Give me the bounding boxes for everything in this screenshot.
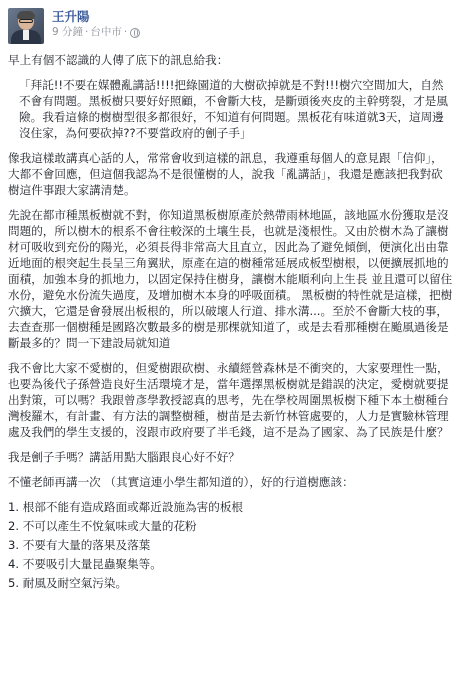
post-paragraph-3: 我不會比大家不愛樹的，但愛樹跟砍樹、永續經營森林是不衝突的，大家要理性一點，也要為後代子孫營造良好生活環境才是，當年選擇黑板樹就是錯誤的決定，愛樹就要提出對策，可以嗎？我跟曾彥學教授認真的思考，先在學校周圍黑板樹下種下本土樹種台灣梭羅木，有計畫、有方法的調整樹種，樹苗是去新竹林管處要的，人力是實驗林管理處及我們的學生支援的，沒跟市政府要了半毛錢，這不是為了國家、為了民族是什麼？: [8, 361, 449, 439]
list-item: 3. 不要有大量的落果及落葉: [8, 538, 151, 552]
post-meta: [52, 8, 140, 40]
separator-dot: ·: [123, 26, 128, 38]
author-name[interactable]: 王升陽: [52, 9, 90, 24]
list-item: 1. 根部不能有造成路面或鄰近設施為害的板根: [8, 500, 244, 514]
globe-icon[interactable]: [130, 28, 140, 38]
post-paragraph-4: 我是劊子手嗎？講話用點大腦跟良心好不好？: [8, 450, 240, 464]
post-timestamp[interactable]: 9 分鐘: [52, 26, 84, 38]
separator-dot: ·: [85, 26, 89, 38]
list-item: 2. 不可以產生不悅氣味或大量的花粉: [8, 519, 197, 533]
author-avatar[interactable]: [8, 8, 44, 44]
post-body: [8, 52, 454, 591]
post-paragraph-1: 像我這樣敢講真心話的人，常常會收到這樣的訊息，我遵重每個人的意見跟「信仰」，大都不會回應，但這個我認為不是很懂樹的人，說我「亂講話」，我還是應該把我對砍樹這件事跟大家講清楚。: [8, 151, 443, 197]
post-subline: [52, 25, 140, 40]
post-location[interactable]: 台中市: [90, 26, 122, 38]
avatar-glasses: [19, 19, 33, 23]
post-header: [8, 8, 454, 48]
list-intro: 不懂老師再講一次 （其實這連小學生都知道的），好的行道樹應該：: [8, 475, 354, 489]
post-paragraph-2: 先說在都市種黑板樹就不對，你知道黑板樹原產於熱帶雨林地區，該地區水份獲取是沒問題的，所以樹木的根系不會往較深的土壤生長，也就是淺根性。又由於樹木為了讓樹材可吸收到充份的陽光，必須長得非常高大且直立，因此為了避免傾倒，便演化出由靠近地面的根突起生長呈三角翼狀，原產在這的樹種常延展成板型樹根，以便擴展抓地的面積，加強本身的抓地力，以固定保持住樹身，讓樹木能順利向上生長 並且還可以留住水份，避免水份流失過度，及增加樹木本身的呼吸面積。 黑板樹的特性就是這樣，把樹穴擴大，它還是會發展出板根的，所以破壞人行道、排水溝...。至於不會斷大枝的事，去查查那一個樹種是國路次數最多的樹是那棵就知道了，或是去看那種樹在颱風過後是斷最多的？問一下建設局就知道: [8, 208, 453, 350]
criteria-list: [8, 499, 454, 591]
list-item: 4. 不要吸引大量昆蟲聚集等。: [8, 557, 162, 571]
avatar-hair: [17, 11, 35, 19]
list-item: 5. 耐風及耐空氣污染。: [8, 576, 128, 590]
post-intro: 早上有個不認識的人傳了底下的訊息給我：: [8, 53, 229, 67]
quoted-message: 「拜託!!不要在媒體亂講話!!!!把綠園道的大樹砍掉就是不對!!!樹穴空間加大，自然不會有問題。黑板樹只要好好照顧，不會斷大枝，是斷頭後夾皮的主幹劈裂，才是風險。我看這條的樹樹型很多都很好，不知道有何問題。黑板花有味道就3天，這周邊沒住家，為何要砍掉??不要當政府的劊子手」: [19, 78, 448, 140]
avatar-collar: [23, 30, 29, 40]
